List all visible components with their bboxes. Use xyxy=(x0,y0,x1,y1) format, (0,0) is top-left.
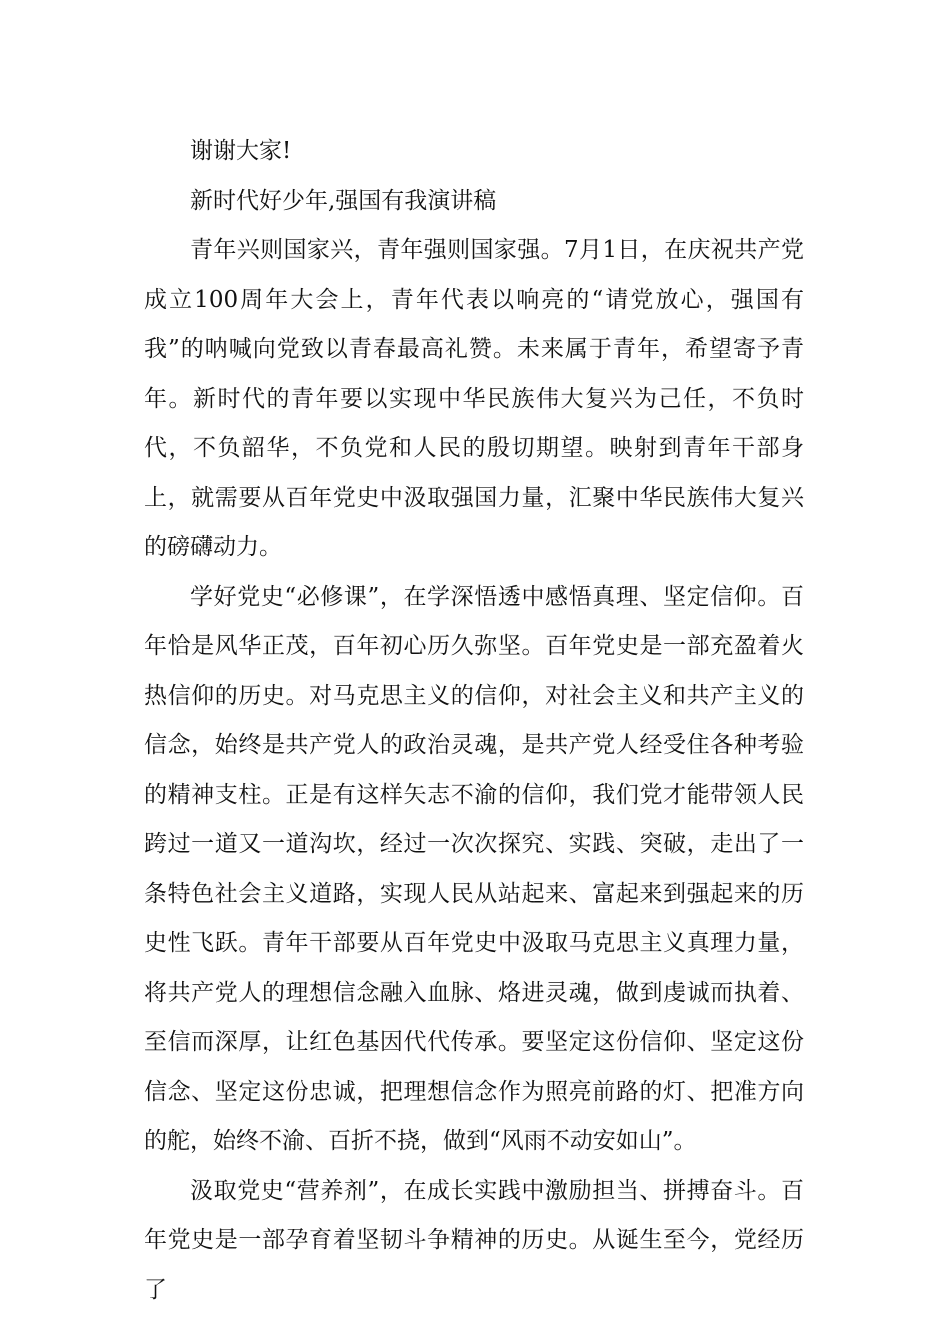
document-body xyxy=(144,127,804,1315)
closing-thanks: 谢谢大家! xyxy=(190,138,292,164)
paragraph-2: 学好党史“必修课”，在学深悟透中感悟真理、坚定信仰。百年恰是风华正茂，百年初心历久弥坚。百年党史是一部充盈着火热信仰的历史。对马克思主义的信仰，对社会主义和共产主义的信念，始终是共产党人的政治灵魂，是共产党人经受住各种考验的精神支柱。正是有这样矢志不渝的信仰，我们党才能带领人民跨过一道又一道沟坎，经过一次次探究、实践、突破，走出了一条特色社会主义道路，实现人民从站起来、富起来到强起来的历史性飞跃。青年干部要从百年党史中汲取马克思主义真理力量，将共产党人的理想信念融入血脉、烙进灵魂，做到虔诚而执着、至信而深厚，让红色基因代代传承。要坚定这份信仰、坚定这份信念、坚定这份忠诚，把理想信念作为照亮前路的灯、把准方向的舵，始终不渝、百折不挠，做到“风雨不动安如山”。 xyxy=(144,583,804,1154)
paragraph-1: 青年兴则国家兴，青年强则国家强。7月1日，在庆祝共产党成立100周年大会上，青年代表以响亮的“请党放心，强国有我”的呐喊向党致以青春最高礼赞。未来属于青年，希望寄予青年。新时代的青年要以实现中华民族伟大复兴为己任，不负时代，不负韶华，不负党和人民的殷切期望。映射到青年干部身上，就需要从百年党史中汲取强国力量，汇聚中华民族伟大复兴的磅礴动力。 xyxy=(144,237,804,560)
paragraph-3: 汲取党史“营养剂”，在成长实践中激励担当、拼搏奋斗。百年党史是一部孕育着坚韧斗争精神的历史。从诞生至今，党经历了 xyxy=(144,1177,804,1303)
speech-title: 新时代好少年,强国有我演讲稿 xyxy=(190,187,497,214)
